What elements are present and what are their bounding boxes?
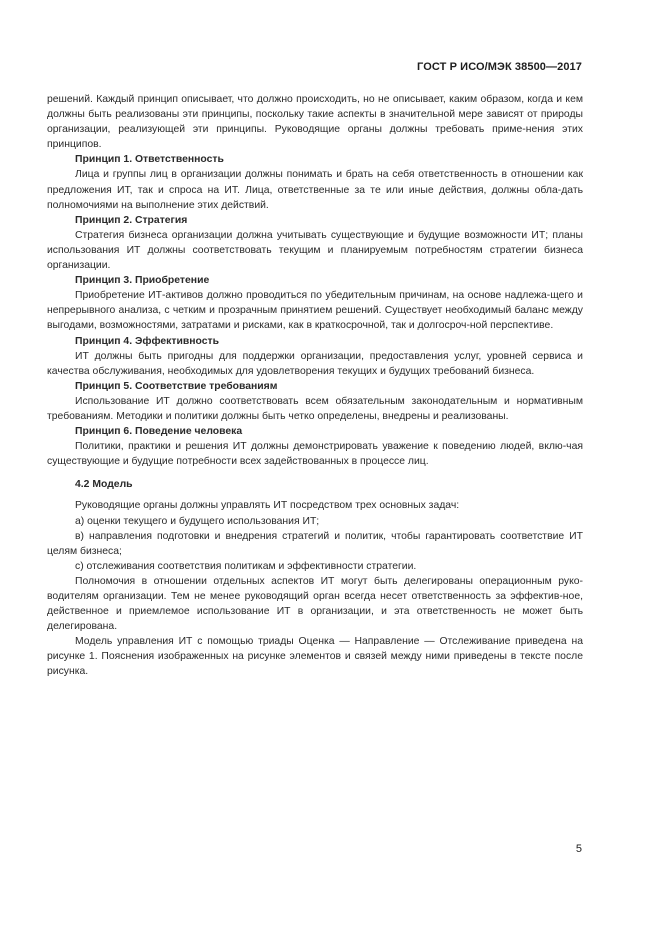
principle-2-text: Стратегия бизнеса организации должна учитывать существующие и будущие возможности ИТ; планы использования ИТ должны соответствовать текущим и планируемым потребностям стратегии бизнеса организации. — [47, 229, 583, 272]
section-item-c: с) отслеживания соответствия политикам и эффективности стратегии. — [75, 560, 417, 572]
principle-5-text: Использование ИТ должно соответствовать всем обязательным законодательным и нормативным требованиям. Методики и политики должны быть четко определены, внедрены и реализованы. — [47, 395, 583, 422]
section-item-b: в) направления подготовки и внедрения стратегий и политик, чтобы гарантировать соответствие ИТ целям бизнеса; — [47, 530, 583, 557]
principle-3-text: Приобретение ИТ-активов должно проводиться по убедительным причинам, на основе надлежа-щего и непрерывного анализа, с четким и прозрачным принятием решений. Существует необходимый баланс между выгодами, возможностями, затратами и рисками, как в краткосрочной, так и долгосроч-ной перспективе. — [47, 290, 583, 332]
principle-4-title: Принцип 4. Эффективность — [75, 335, 219, 347]
principle-1-text: Лица и группы лиц в организации должны понимать и брать на себя ответственность в отношении как предложения ИТ, так и спроса на ИТ. Лица, ответственные за те или иные действия, должны обла-дать полномочиями на выполнение этих действий. — [47, 169, 583, 211]
page-number: 5 — [575, 843, 582, 855]
principle-1-title: Принцип 1. Ответственность — [75, 154, 224, 166]
principle-2-title: Принцип 2. Стратегия — [75, 214, 188, 226]
body-text — [47, 92, 583, 680]
principle-3-title: Принцип 3. Приобретение — [75, 275, 210, 287]
principle-6-title: Принцип 6. Поведение человека — [75, 426, 243, 438]
intro-paragraph: решений. Каждый принцип описывает, что должно происходить, но не описывает, каким образом, когда и кем должны быть реализованы эти принципы, поскольку такие аспекты в значительной мере зависят от природы организации, реализующей эти принципы. Руководящие органы должны требовать приме-нения этих принципов. — [47, 94, 583, 151]
delegation-paragraph: Полномочия в отношении отдельных аспектов ИТ могут быть делегированы операционным руко-водителям организации. Тем не менее руководящий орган всегда несет ответственность за эффектив-ное, действенное и приемлемое использование ИТ в организации, и эта ответственность не может быть делегирована. — [47, 575, 583, 633]
section-lead: Руководящие органы должны управлять ИТ посредством трех основных задач: — [75, 500, 460, 512]
section-item-a: а) оценки текущего и будущего использования ИТ; — [75, 515, 320, 527]
section-title: 4.2 Модель — [75, 479, 133, 491]
model-paragraph: Модель управления ИТ с помощью триады Оценка — Направление — Отслеживание приведена на рисунке 1. Пояснения изображенных на рисунке элементов и связей между ними приведены в тексте после рисунка. — [47, 636, 583, 678]
principle-4-text: ИТ должны быть пригодны для поддержки организации, предоставления услуг, уровней сервиса и качества обслуживания, необходимых для удовлетворения текущих и будущих требований бизнеса. — [47, 350, 583, 377]
principle-6-text: Политики, практики и решения ИТ должны демонстрировать уважение к поведению людей, вклю-чая существующие и будущие потребности всех задействованных в процессе лиц. — [47, 441, 583, 468]
standard-header: ГОСТ Р ИСО/МЭК 38500—2017 — [417, 61, 582, 73]
principle-5-title: Принцип 5. Соответствие требованиям — [75, 380, 278, 392]
